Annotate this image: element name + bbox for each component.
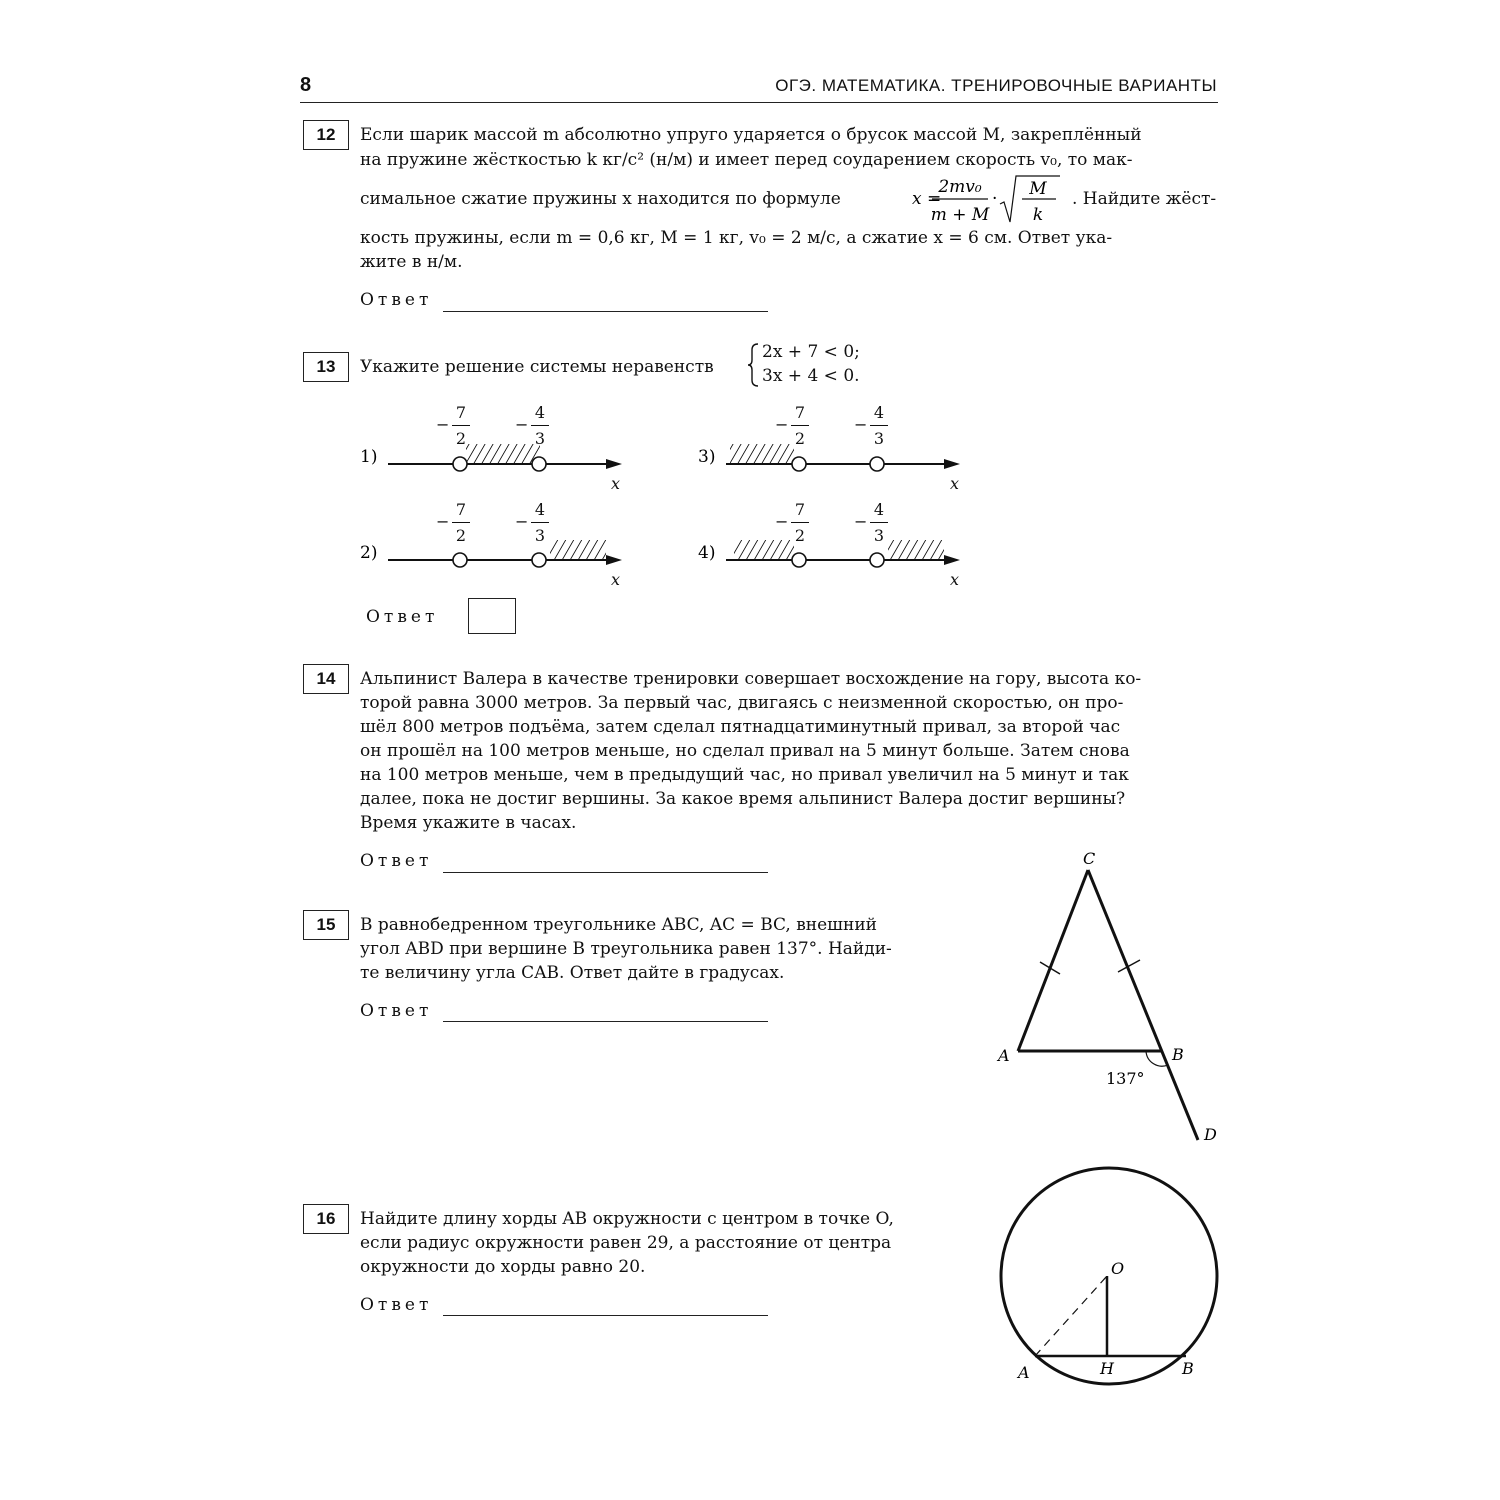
fraction-bar [791, 425, 809, 426]
axis-x-label: x [950, 474, 960, 493]
fraction-label [854, 500, 894, 550]
fraction-label [854, 403, 894, 453]
triangle-figure [990, 848, 1230, 1148]
fraction-bar [791, 522, 809, 523]
vertex-d-label: D [1204, 1125, 1217, 1144]
q12-line2: на пружине жёсткостью k кг/с² (н/м) и имеет перед соударением скорость v₀, то мак- [360, 150, 1133, 170]
q16-line: Найдите длину хорды AB окружности с центром в точке O, [360, 1209, 894, 1229]
fraction-numerator: 4 [873, 403, 885, 422]
fraction-label [436, 403, 476, 453]
option-2[interactable] [360, 540, 622, 567]
q15-text [360, 913, 972, 985]
q14-line: шёл 800 метров подъёма, затем сделал пятнадцатиминутный привал, за второй час [360, 717, 1121, 737]
q16-line: окружности до хорды равно 20. [360, 1257, 646, 1277]
option-4[interactable] [698, 540, 960, 567]
fraction-sign: − [515, 415, 529, 434]
point-a-label: A [1018, 1363, 1030, 1382]
q12-line4: кость пружины, если m = 0,6 кг, M = 1 кг, v₀ = 2 м/с, а сжатие x = 6 см. Ответ ука- [360, 228, 1113, 248]
q12-line5: жите в н/м. [360, 252, 463, 272]
q14-line: он прошёл на 100 метров меньше, но сделал привал на 5 минут больше. Затем снова [360, 741, 1130, 761]
vertex-c-label: C [1083, 849, 1096, 868]
answer-label-15: Ответ [360, 1001, 433, 1021]
q14-line: далее, пока не достиг вершины. За какое время альпинист Валера достиг вершины? [360, 789, 1126, 809]
point-b-label: B [1182, 1359, 1194, 1378]
fraction-bar [452, 425, 470, 426]
question-number-15: 15 [303, 910, 349, 940]
point-h-label: H [1100, 1359, 1114, 1378]
fraction-sign: − [515, 512, 529, 531]
option-1-label: 1) [360, 447, 378, 467]
axis-x-label: x [611, 570, 621, 589]
q12-line3b: . Найдите жёст- [1072, 189, 1217, 209]
vertex-b-label: B [1172, 1045, 1184, 1064]
fraction-numerator: 4 [534, 403, 546, 422]
q12-line3a: симальное сжатие пружины x находится по формуле [360, 189, 841, 209]
fraction-numerator: 4 [534, 500, 546, 519]
fraction-label [515, 403, 555, 453]
q14-line: торой равна 3000 метров. За первый час, двигаясь с неизменной скоростью, он про- [360, 693, 1124, 713]
fraction-denominator: 3 [534, 429, 546, 448]
page-header-title: ОГЭ. МАТЕМАТИКА. ТРЕНИРОВОЧНЫЕ ВАРИАНТЫ [775, 76, 1217, 95]
q16-line: если радиус окружности равен 29, а расстояние от центра [360, 1233, 892, 1253]
vertex-a-label: A [998, 1046, 1010, 1065]
fraction-numerator: 7 [794, 403, 806, 422]
q12-formula [912, 174, 1072, 233]
fraction-label [775, 500, 815, 550]
fraction-sign: − [775, 512, 789, 531]
fraction-numerator: 7 [455, 500, 467, 519]
question-number-12: 12 [303, 120, 349, 150]
q14-line: Альпинист Валера в качестве тренировки совершает восхождение на гору, высота ко- [360, 669, 1142, 689]
fraction-sign: − [775, 415, 789, 434]
q15-line: те величину угла CAB. Ответ дайте в градусах. [360, 963, 785, 983]
fraction-bar [870, 425, 888, 426]
q12-line1: Если шарик массой m абсолютно упруго ударяется о брусок массой M, закреплённый [360, 125, 1142, 145]
angle-label: 137° [1106, 1069, 1145, 1088]
page-number: 8 [300, 74, 312, 96]
fraction-denominator: 2 [794, 526, 806, 545]
svg-text:·: · [992, 189, 998, 209]
option-3[interactable] [698, 444, 960, 471]
fraction-numerator: 7 [455, 403, 467, 422]
axis-x-label: x [950, 570, 960, 589]
option-3-label: 3) [698, 447, 716, 467]
answer-line-15[interactable] [443, 1021, 768, 1022]
header-divider [300, 102, 1218, 103]
fraction-sign: − [436, 512, 450, 531]
fraction-numerator: 4 [873, 500, 885, 519]
fraction-denominator: 2 [455, 526, 467, 545]
fraction-bar [531, 522, 549, 523]
fraction-denominator: 3 [534, 526, 546, 545]
fraction-bar [870, 522, 888, 523]
q15-line: В равнобедренном треугольнике ABC, AC = BC, внешний [360, 915, 877, 935]
axis-x-label: x [611, 474, 621, 493]
option-4-label: 4) [698, 543, 716, 563]
fraction-sign: − [854, 512, 868, 531]
formula-sqrt-num: M [1029, 179, 1047, 199]
answer-label-16: Ответ [360, 1295, 433, 1315]
answer-line-14[interactable] [443, 872, 768, 873]
answer-line-12[interactable] [443, 311, 768, 312]
answer-label-14: Ответ [360, 851, 433, 871]
q14-line: Время укажите в часах. [360, 813, 577, 833]
q14-text [360, 667, 1218, 835]
inequality-1: 2x + 7 < 0; [762, 342, 860, 362]
inequality-2: 3x + 4 < 0. [762, 366, 860, 386]
answer-line-16[interactable] [443, 1315, 768, 1316]
circle-figure [990, 1160, 1230, 1400]
formula-sqrt-den: k [1032, 205, 1044, 225]
fraction-label [515, 500, 555, 550]
option-2-label: 2) [360, 543, 378, 563]
q13-prompt: Укажите решение системы неравенств [360, 357, 714, 377]
fraction-numerator: 7 [794, 500, 806, 519]
question-number-14: 14 [303, 664, 349, 694]
fraction-label [775, 403, 815, 453]
fraction-sign: − [854, 415, 868, 434]
fraction-label [436, 500, 476, 550]
q15-line: угол ABD при вершине B треугольника равен 137°. Найди- [360, 939, 892, 959]
q16-text [360, 1207, 972, 1279]
question-number-13: 13 [303, 352, 349, 382]
answer-label-12: Ответ [360, 290, 433, 310]
q14-line: на 100 метров меньше, чем в предыдущий час, но привал увеличил на 5 минут и так [360, 765, 1129, 785]
fraction-bar [452, 522, 470, 523]
answer-box-13[interactable] [468, 598, 516, 634]
option-1[interactable] [360, 444, 622, 471]
question-number-16: 16 [303, 1204, 349, 1234]
fraction-bar [531, 425, 549, 426]
fraction-denominator: 3 [873, 526, 885, 545]
formula-numerator: 2mv₀ [938, 177, 982, 197]
inequality-system [748, 340, 860, 388]
fraction-denominator: 3 [873, 429, 885, 448]
fraction-sign: − [436, 415, 450, 434]
fraction-denominator: 2 [794, 429, 806, 448]
center-o-label: O [1111, 1259, 1125, 1278]
formula-lhs: x = [912, 189, 942, 209]
answer-label-13: Ответ [366, 607, 439, 627]
formula-denominator: m + M [930, 205, 990, 225]
fraction-denominator: 2 [455, 429, 467, 448]
